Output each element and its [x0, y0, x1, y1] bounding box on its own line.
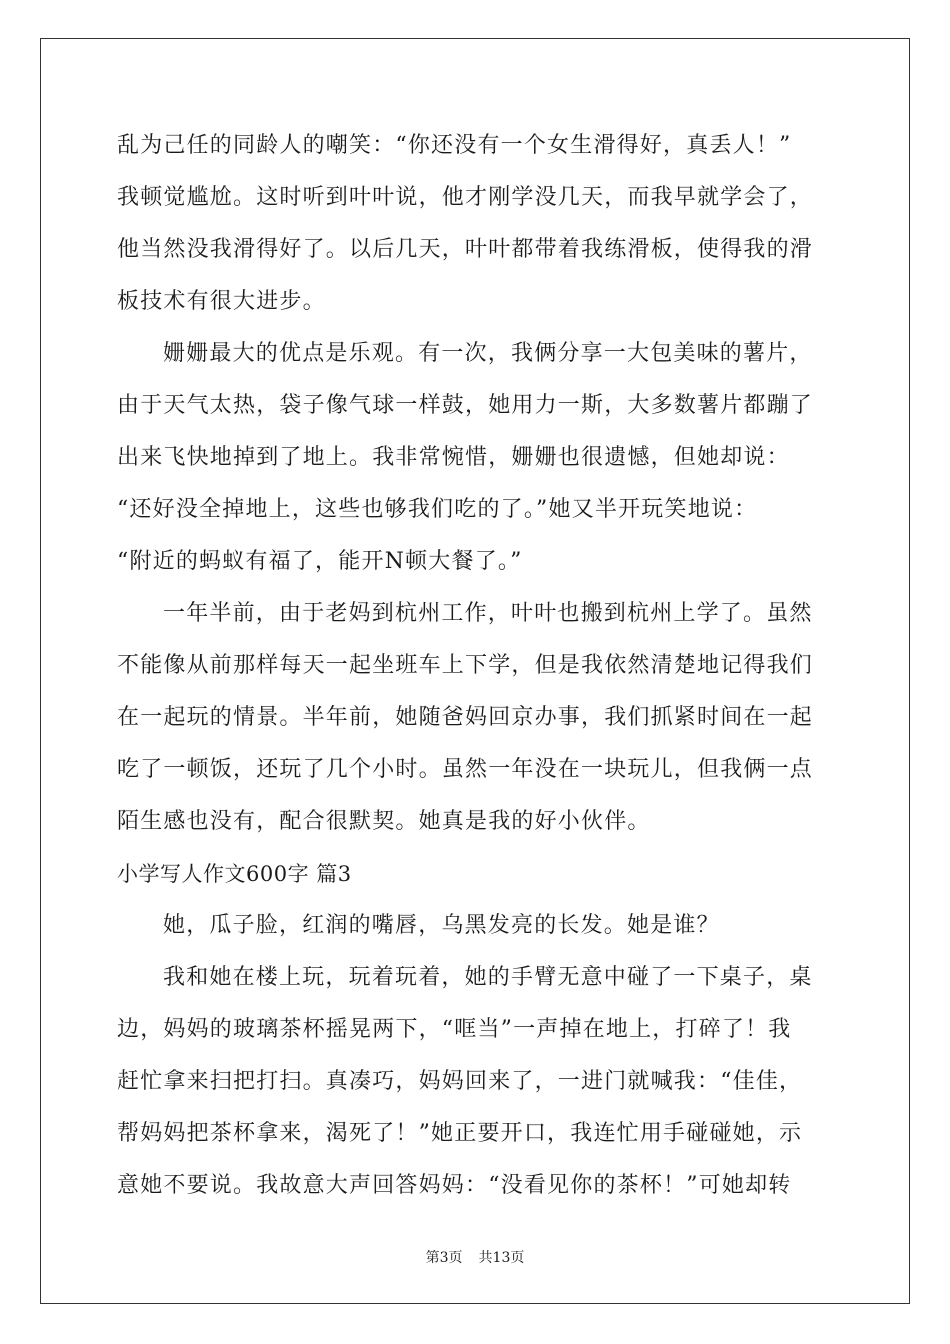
paragraph-start-line: 我和她在楼上玩，玩着玩着，她的手臂无意中碰了一下桌子，桌 [163, 965, 813, 990]
text-line: 吃了一顿饭，还玩了几个小时。虽然一年没在一块玩儿，但我俩一点 [117, 757, 814, 782]
text-line: “附近的蚂蚁有福了，能开N顿大餐了。” [117, 549, 523, 574]
text-line: 不能像从前那样每天一起坐班车上下学，但是我依然清楚地记得我们 [117, 653, 814, 678]
text-line: 他当然没我滑得好了。以后几天，叶叶都带着我练滑板，使得我的滑 [117, 237, 814, 262]
text-line: “还好没全掉地上，这些也够我们吃的了。”她又半开玩笑地说： [117, 497, 758, 522]
text-line: 边，妈妈的玻璃茶杯摇晃两下，“哐当”一声掉在地上，打碎了！我 [117, 1017, 792, 1042]
text-line: 由于天气太热，袋子像气球一样鼓，她用力一斯，大多数薯片都蹦了 [117, 393, 814, 418]
paragraph-start-line: 她，瓜子脸，红润的嘴唇，乌黑发亮的长发。她是谁？ [163, 913, 720, 938]
text-line: 赶忙拿来扫把打扫。真凑巧，妈妈回来了，一进门就喊我：“佳佳， [117, 1069, 803, 1094]
text-line: 陌生感也没有，配合很默契。她真是我的好小伙伴。 [117, 809, 651, 834]
text-line: 在一起玩的情景。半年前，她随爸妈回京办事，我们抓紧时间在一起 [117, 705, 814, 730]
section-heading: 小学写人作文600字 篇3 [117, 862, 352, 886]
text-line: 帮妈妈把茶杯拿来，渴死了！”她正要开口，我连忙用手碰碰她，示 [117, 1121, 803, 1146]
document-body [117, 126, 837, 1218]
text-line: 乱为己任的同龄人的嘲笑：“你还没有一个女生滑得好，真丢人！” [117, 133, 792, 158]
text-line: 意她不要说。我故意大声回答妈妈：“没看见你的茶杯！”可她却转 [117, 1173, 792, 1198]
text-line: 板技术有很大进步。 [117, 289, 326, 314]
paragraph-start-line: 一年半前，由于老妈到杭州工作，叶叶也搬到杭州上学了。虽然 [163, 601, 813, 626]
page-footer [0, 1249, 950, 1267]
page-number: 第3页 [425, 1250, 463, 1266]
paragraph-start-line: 姗姗最大的优点是乐观。有一次，我俩分享一大包美味的薯片， [163, 341, 813, 366]
text-line: 出来飞快地掉到了地上。我非常惋惜，姗姗也很遗憾，但她却说： [117, 445, 790, 470]
text-line: 我顿觉尴尬。这时听到叶叶说，他才刚学没几天，而我早就学会了， [117, 185, 814, 210]
page-total: 共13页 [478, 1250, 525, 1266]
